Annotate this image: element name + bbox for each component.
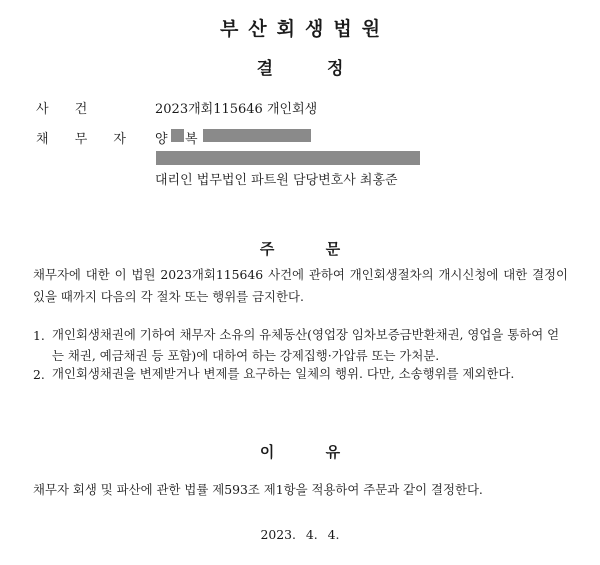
debtor-name-part2: 복 [185,132,198,147]
decision-date: 2023. 4. 4. [260,527,340,542]
court-name: 부산회생법원 [219,18,391,40]
representative: 대리인 법무법인 파트원 담당변호사 최홍준 [155,173,398,188]
order-item-number: 1. [33,328,45,343]
debtor-name-part1: 양 [155,132,168,147]
document-type: 결 정 [256,59,344,79]
order-title: 주 문 [259,240,341,258]
order-intro: 채무자에 대한 이 법원 2023개회115646 사건에 관하여 개인회생절차의 개시신청에 대한 결정이 있을 때까지 다음의 각 절차 또는 행위를 금지한다. [33,267,568,304]
redaction-bar [171,129,184,142]
order-item-number: 2. [33,367,45,382]
debtor-label: 채 무 자 [36,132,126,147]
reason-text: 채무자 회생 및 파산에 관한 법률 제593조 제1항을 적용하여 주문과 같이 결정한다. [33,482,483,497]
reason-title: 이 유 [259,443,341,461]
address-redaction-bar [156,151,420,165]
order-item-text: 개인회생채권을 변제받거나 변제를 요구하는 일체의 행위. 다만, 소송행위를 제외한다. [52,366,515,381]
redaction-bar [203,129,311,142]
case-label: 사 건 [36,102,88,117]
case-number: 2023개회115646 개인회생 [155,102,318,117]
order-item-text: 개인회생채권에 기하여 채무자 소유의 유체동산(영업장 임차보증금반환채권, 영업을 통하여 얻는 채권, 예금채권 등 포함)에 대하여 하는 강제집행·가압류 또는 가처분. [52,327,560,363]
